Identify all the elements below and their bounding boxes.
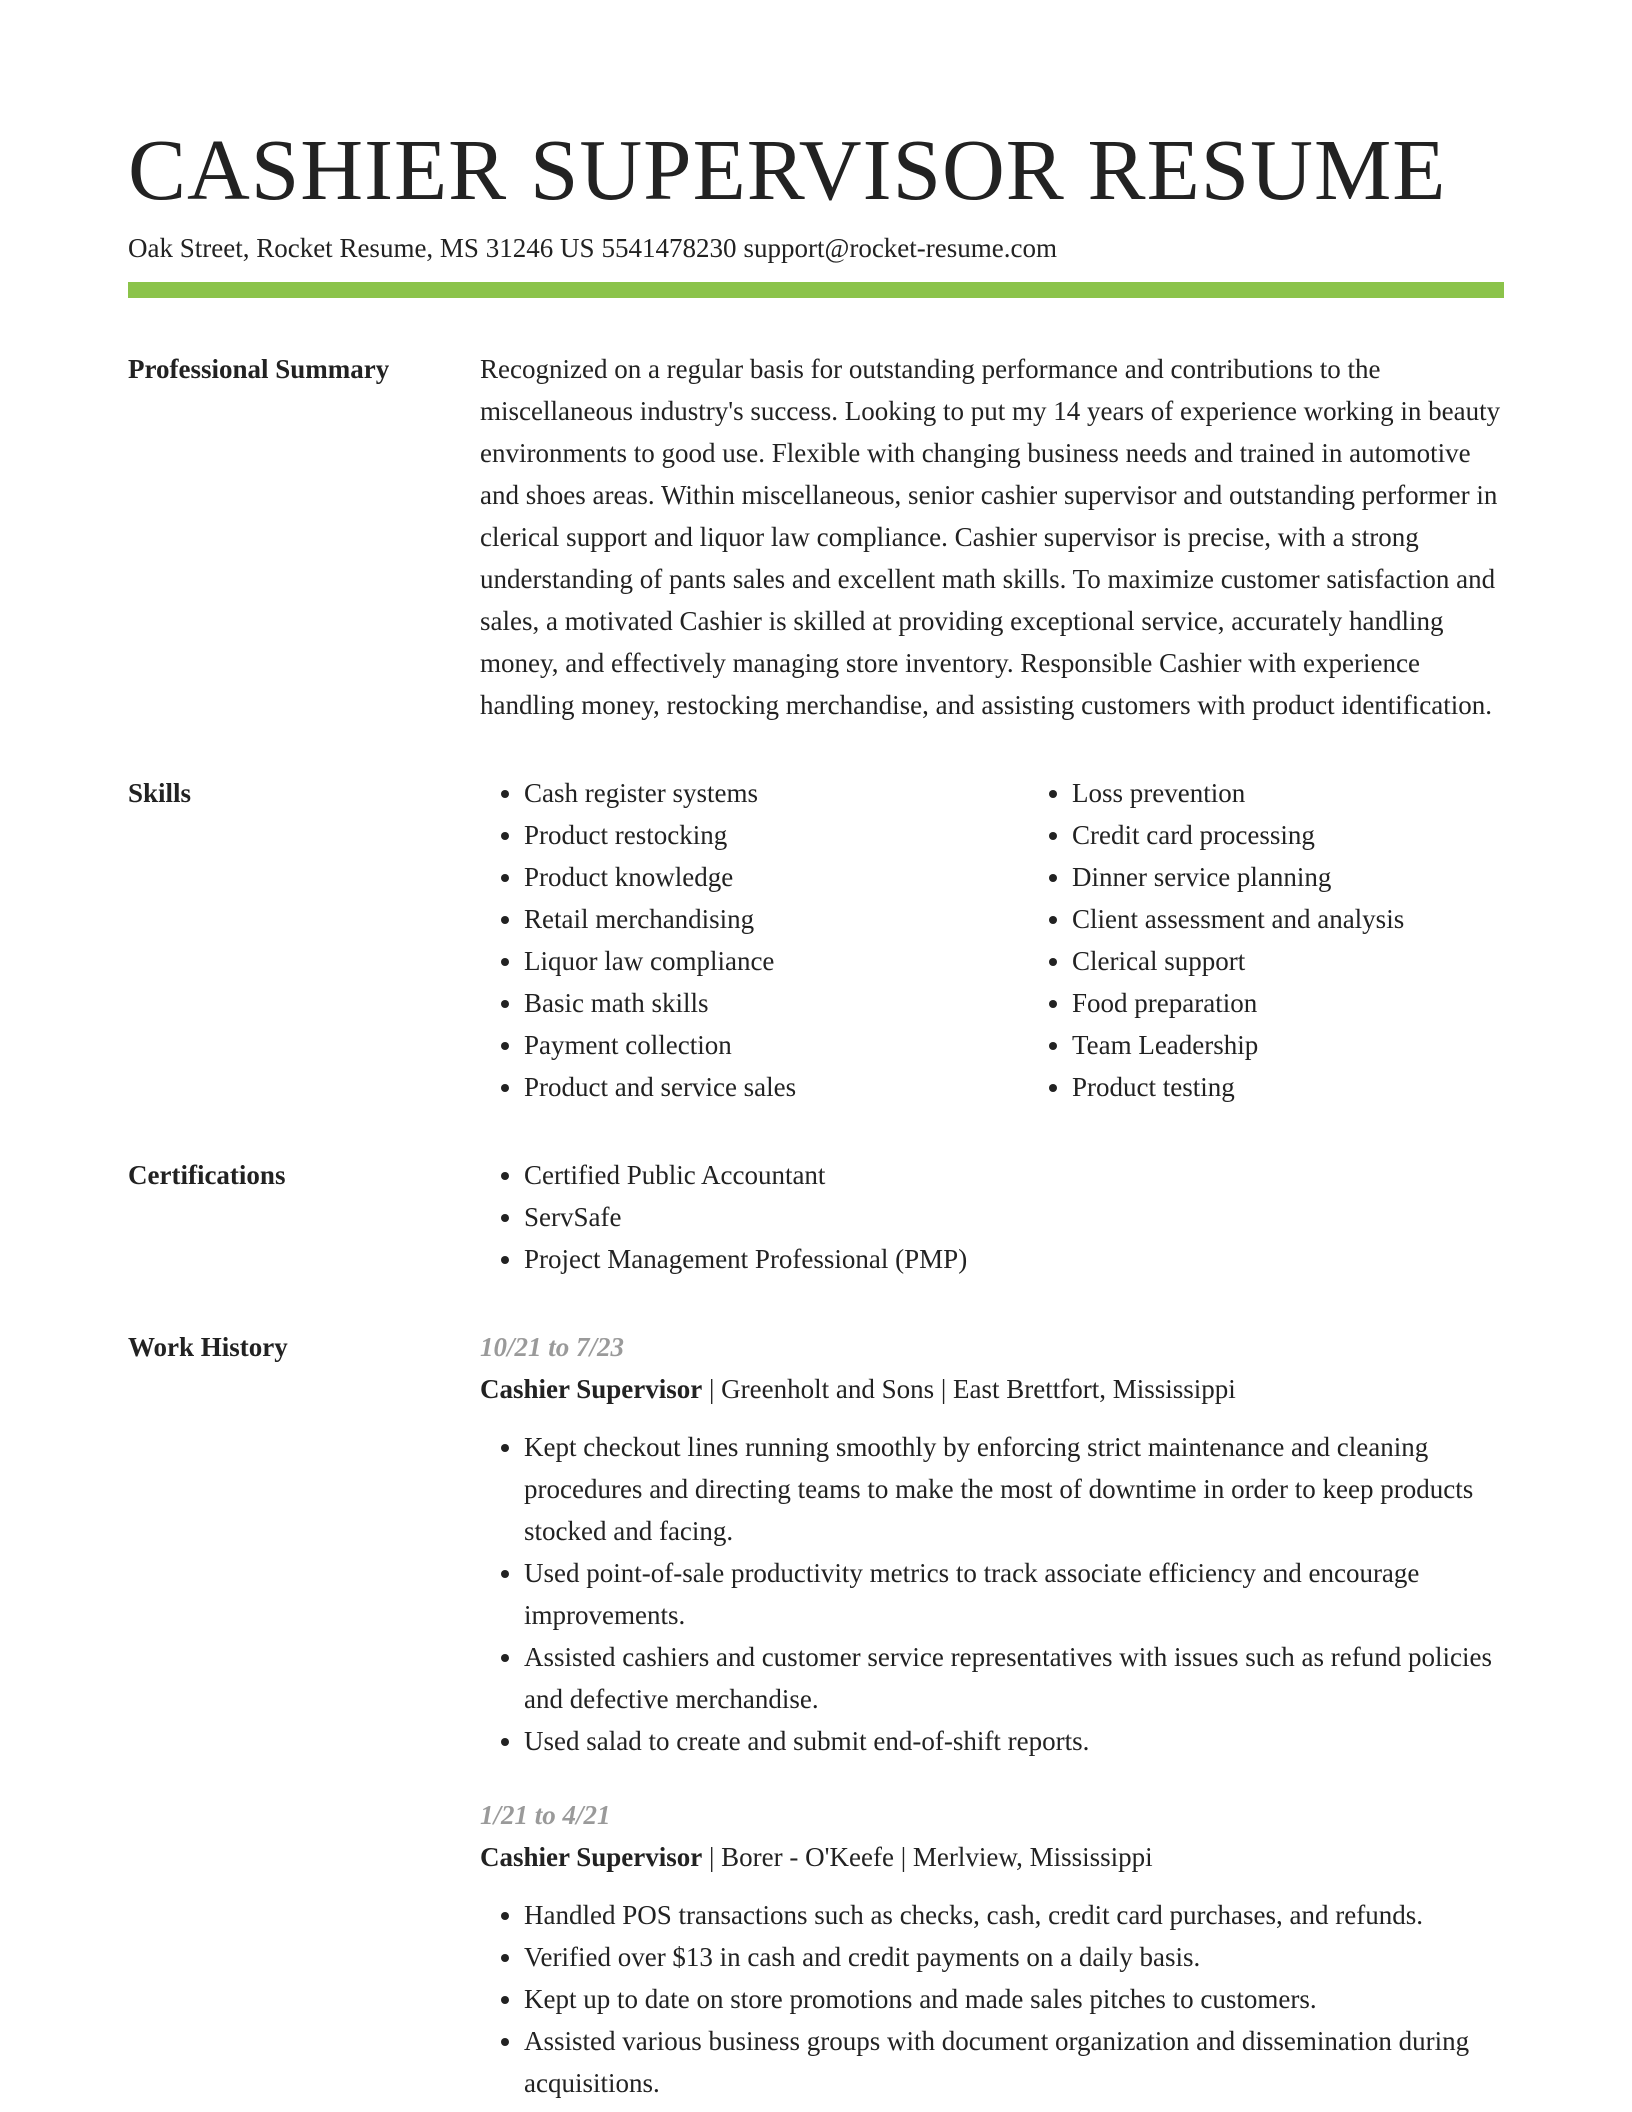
header-divider: [128, 282, 1504, 298]
certifications-list: [480, 1154, 1504, 1280]
skills-list-right: [1028, 772, 1404, 1108]
skill-item: • Product restocking: [524, 814, 1028, 856]
job-duty: • Used salad to create and submit end-of-shift reports.: [524, 1720, 1504, 1762]
resume-page: [128, 120, 1504, 2104]
certifications-label: Certifications: [128, 1160, 286, 1190]
skills-section: [128, 772, 1504, 1108]
job-heading: Cashier Supervisor | Greenholt and Sons | East Brettfort, Mississippi: [480, 1374, 1236, 1404]
skill-item: • Credit card processing: [1072, 814, 1404, 856]
contact-email: support@rocket-resume.com: [743, 233, 1057, 263]
job-duties: [480, 1426, 1504, 1762]
job-duty: • Assisted cashiers and customer service representatives with issues such as refund policies and defective merchandise.: [524, 1636, 1504, 1720]
certification-item: • ServSafe: [524, 1196, 1504, 1238]
job-duty: • Assisted various business groups with document organization and dissemination during acquisitions.: [524, 2020, 1504, 2104]
certification-item: • Certified Public Accountant: [524, 1154, 1504, 1196]
skills-label: Skills: [128, 778, 192, 808]
job-duty: • Kept up to date on store promotions and made sales pitches to customers.: [524, 1978, 1504, 2020]
skills-list-left: [480, 772, 1028, 1108]
summary-section: [128, 348, 1504, 726]
skill-item: • Basic math skills: [524, 982, 1028, 1024]
skill-item: • Product knowledge: [524, 856, 1028, 898]
job-entry: [480, 1794, 1504, 2104]
contact-line: [128, 230, 1504, 266]
skill-item: • Dinner service planning: [1072, 856, 1404, 898]
summary-label: Professional Summary: [128, 354, 390, 384]
skill-item: • Payment collection: [524, 1024, 1028, 1066]
contact-address: Oak Street, Rocket Resume, MS 31246 US: [128, 233, 595, 263]
skill-item: • Cash register systems: [524, 772, 1028, 814]
skill-item: • Loss prevention: [1072, 772, 1404, 814]
job-title: Cashier Supervisor: [480, 1374, 703, 1404]
summary-text: Recognized on a regular basis for outstanding performance and contributions to the miscellaneous industry's success. Looking to put my 14 years of experience working in beauty environments to good use. Flexible with changing business needs and trained in automotive and shoes areas. Within miscellaneous, senior cashier supervisor and outstanding performer in clerical support and liquor law compliance. Cashier supervisor is precise, with a strong understanding of pants sales and excellent math skills. To maximize customer satisfaction and sales, a motivated Cashier is skilled at providing exceptional service, accurately handling money, and effectively managing store inventory. Responsible Cashier with experience handling money, restocking merchandise, and assisting customers with product identification.: [480, 354, 1501, 720]
job-title: Cashier Supervisor: [480, 1842, 703, 1872]
job-duty: • Handled POS transactions such as checks, cash, credit card purchases, and refunds.: [524, 1894, 1504, 1936]
job-dates: 1/21 to 4/21: [480, 1800, 611, 1830]
job-location: East Brettfort, Mississippi: [953, 1374, 1236, 1404]
skill-item: • Liquor law compliance: [524, 940, 1028, 982]
skill-item: • Product and service sales: [524, 1066, 1028, 1108]
skill-item: • Retail merchandising: [524, 898, 1028, 940]
job-company: Greenholt and Sons: [721, 1374, 935, 1404]
job-duty: • Kept checkout lines running smoothly by enforcing strict maintenance and cleaning procedures and directing teams to make the most of downtime in order to keep products stocked and facing.: [524, 1426, 1504, 1552]
job-company: Borer - O'Keefe: [721, 1842, 894, 1872]
skill-item: • Team Leadership: [1072, 1024, 1404, 1066]
certifications-section: [128, 1154, 1504, 1280]
job-location: Merlview, Mississippi: [912, 1842, 1153, 1872]
skill-item: • Food preparation: [1072, 982, 1404, 1024]
certification-item: • Project Management Professional (PMP): [524, 1238, 1504, 1280]
job-heading: Cashier Supervisor | Borer - O'Keefe | Merlview, Mississippi: [480, 1842, 1153, 1872]
work-history-section: [128, 1326, 1504, 2104]
job-dates: 10/21 to 7/23: [480, 1332, 625, 1362]
skill-item: • Clerical support: [1072, 940, 1404, 982]
job-duties: [480, 1894, 1504, 2104]
skill-item: • Client assessment and analysis: [1072, 898, 1404, 940]
contact-phone: 5541478230: [601, 233, 737, 263]
job-duty: • Used point-of-sale productivity metrics to track associate efficiency and encourage improvements.: [524, 1552, 1504, 1636]
skill-item: • Product testing: [1072, 1066, 1404, 1108]
resume-title: CASHIER SUPERVISOR RESUME: [128, 121, 1447, 218]
job-duty: • Verified over $13 in cash and credit payments on a daily basis.: [524, 1936, 1504, 1978]
work-history-label: Work History: [128, 1332, 288, 1362]
job-entry: [480, 1326, 1504, 1762]
